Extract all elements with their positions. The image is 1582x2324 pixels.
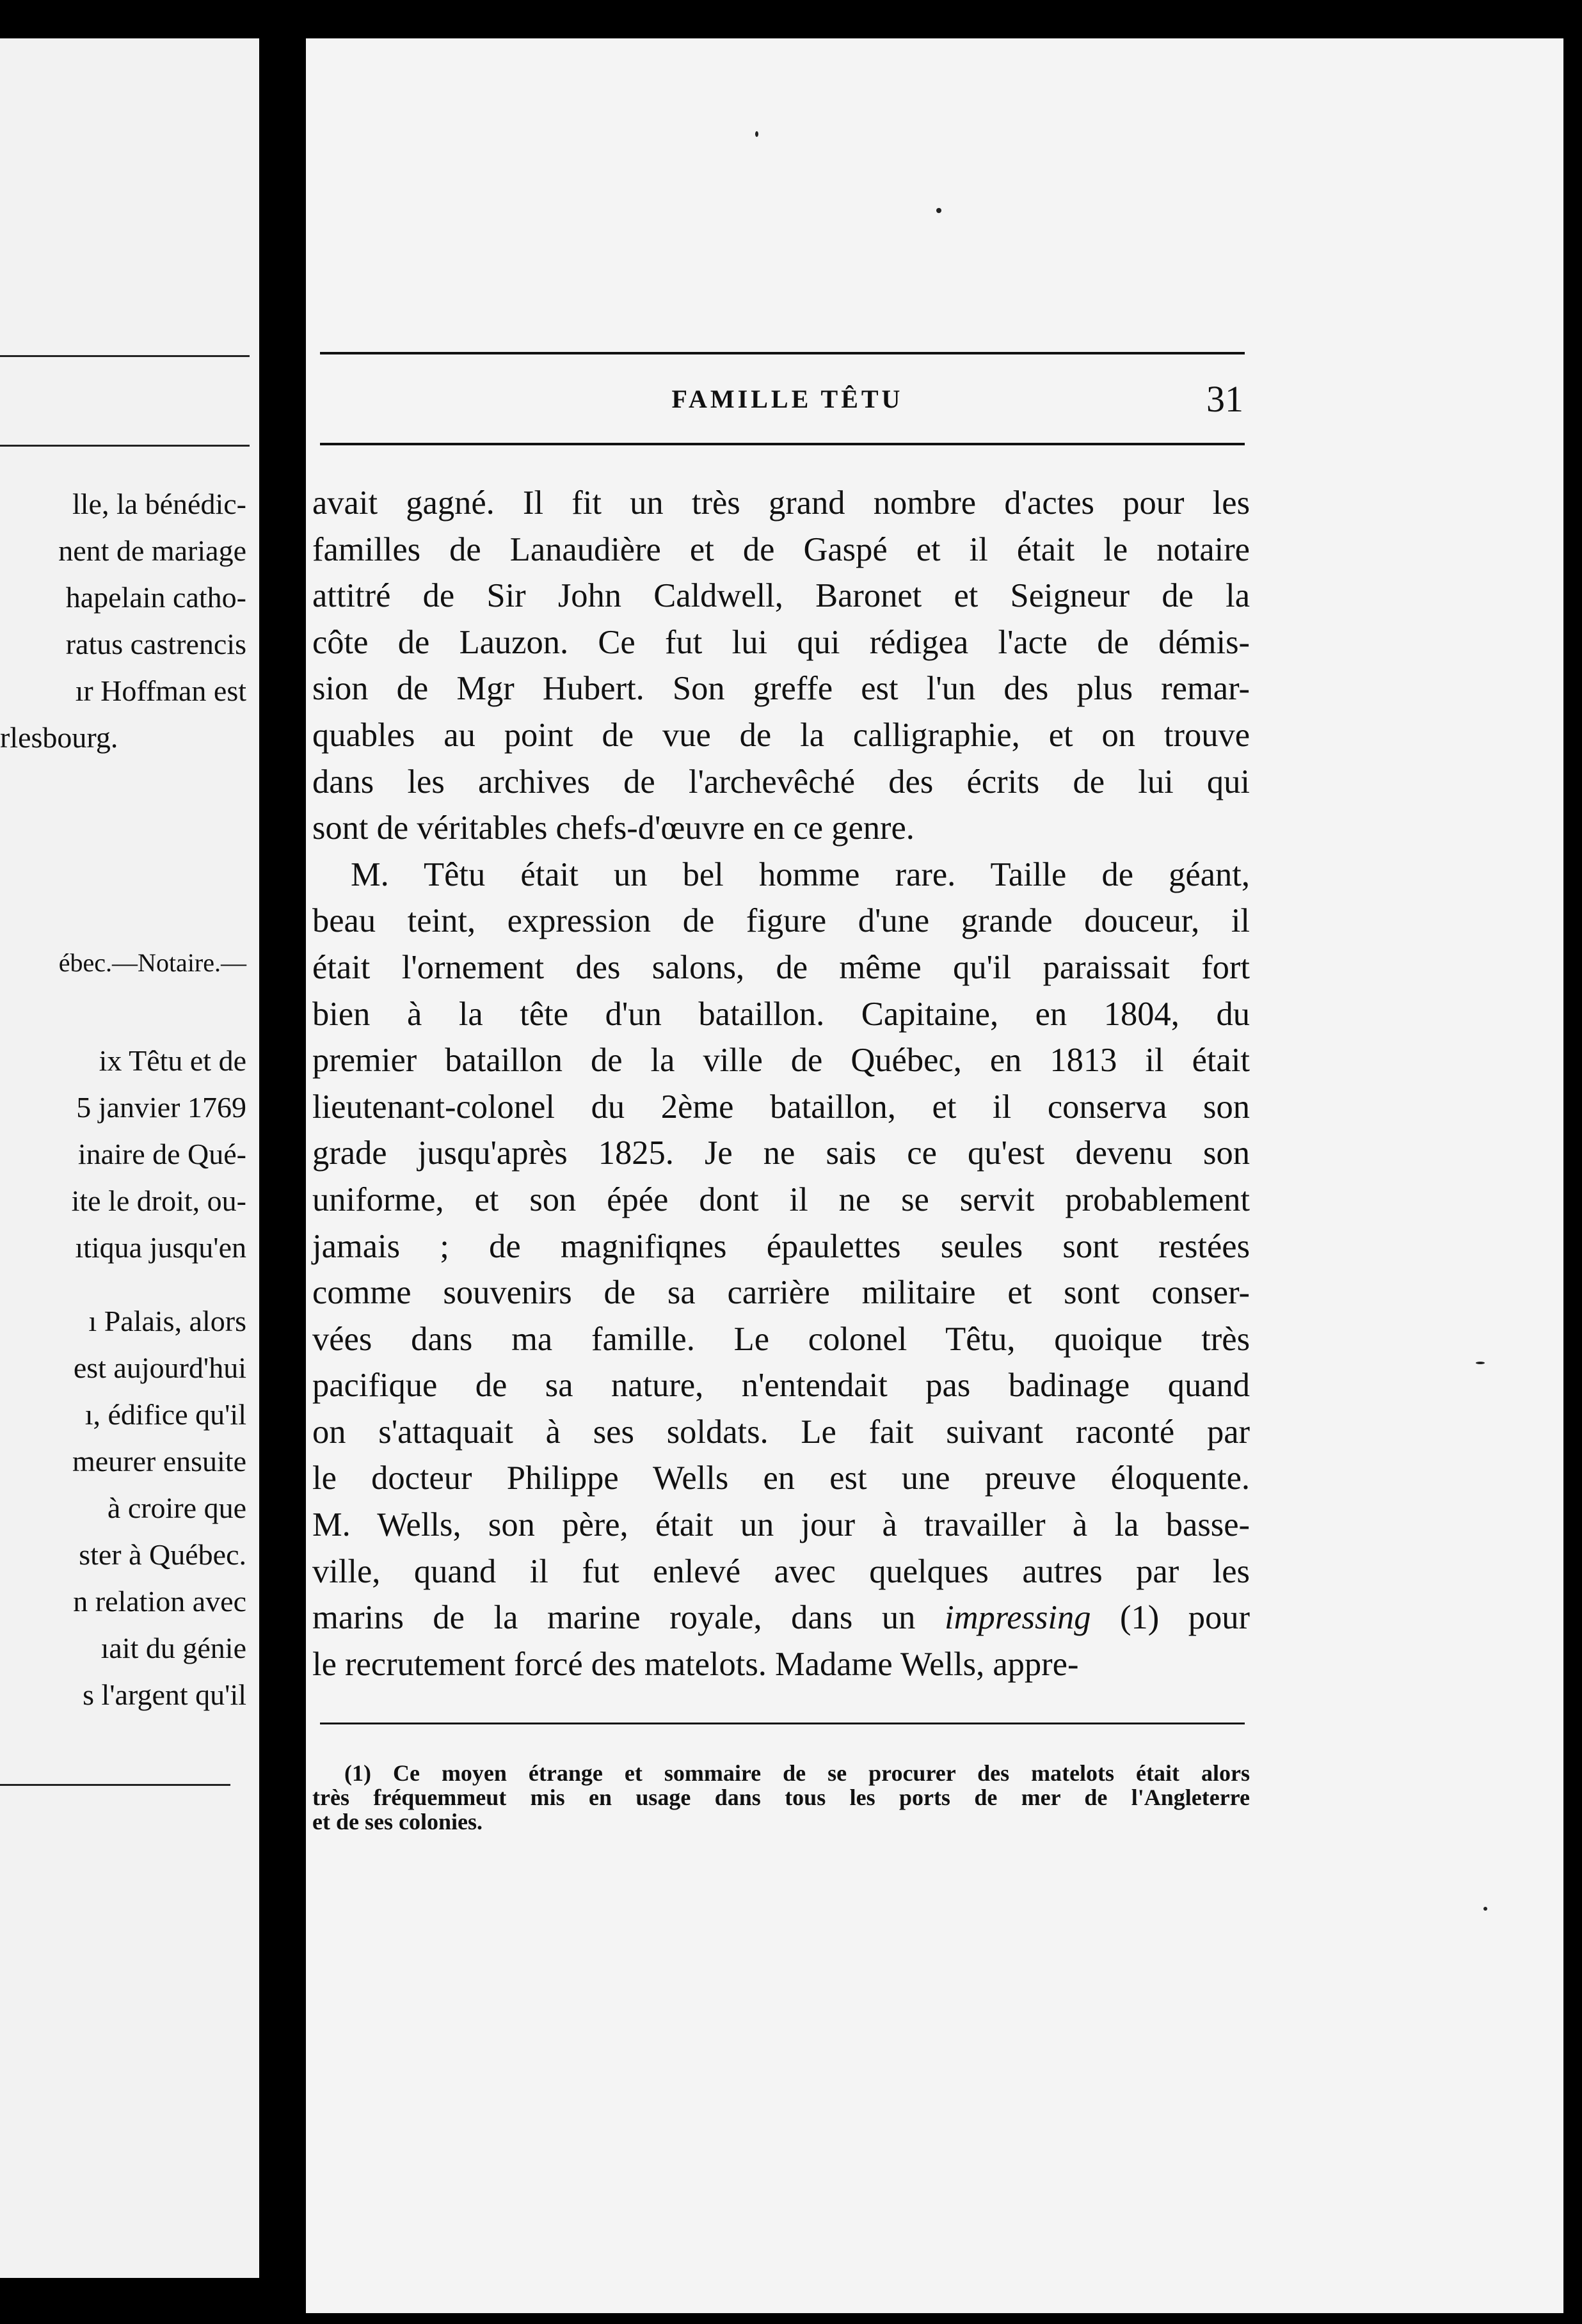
text-line: M. Têtu était un bel homme rare. Taille de géant,: [351, 856, 1250, 893]
scan-speck: [936, 208, 941, 213]
text-line: uniforme, et son épée dont il ne se servit probablement: [312, 1181, 1250, 1218]
footnote-rule: [320, 1723, 1245, 1724]
text-line: pacifique de sa nature, n'entendait pas badinage quand: [312, 1367, 1250, 1405]
text-line: avait gagné. Il fit un très grand nombre d'actes pour les: [312, 484, 1250, 521]
text-line: côte de Lauzon. Ce fut lui qui rédigea l'acte de démis-: [312, 623, 1250, 661]
text-line: vées dans ma famille. Le colonel Têtu, quoique très: [312, 1320, 1250, 1358]
previous-page-line: ite le droit, ou-: [71, 1184, 246, 1217]
text-line: le recrutement forcé des matelots. Madame Wells, appre-: [312, 1645, 1079, 1683]
text-line: le docteur Philippe Wells en est une preuve éloquente.: [312, 1460, 1250, 1497]
text-line: grade jusqu'après 1825. Je ne sais ce qu'est devenu son: [312, 1134, 1250, 1172]
previous-page-line: ratus castrencis: [65, 628, 246, 660]
footnote: [312, 1761, 1250, 1834]
text-line: ville, quand il fut enlevé avec quelques autres par les: [312, 1552, 1250, 1590]
footnote-line: très fréquemmeut mis en usage dans tous les ports de mer de l'Angleterre: [312, 1785, 1250, 1810]
footnote-line: et de ses colonies.: [312, 1809, 483, 1835]
text-line: attitré de Sir John Caldwell, Baronet et Seigneur de la: [312, 577, 1250, 615]
previous-page-line: s l'argent qu'il: [83, 1678, 246, 1711]
scan-speck: [755, 131, 758, 137]
header-top-rule: [320, 352, 1245, 354]
previous-page-rule: [0, 445, 250, 447]
footnote-line: (1) Ce moyen étrange et sommaire de se procurer des matelots était alors: [344, 1760, 1250, 1786]
previous-page-line: ır Hoffman est: [75, 674, 246, 707]
previous-page-line: inaire de Qué-: [77, 1138, 246, 1170]
previous-page-line: hapelain catho-: [65, 581, 246, 614]
previous-page-line: n relation avec: [73, 1585, 246, 1618]
text-line: comme souvenirs de sa carrière militaire et sont conser-: [312, 1274, 1250, 1312]
running-title: FAMILLE TÊTU: [671, 385, 904, 413]
running-header: [325, 378, 1250, 422]
text-line: sion de Mgr Hubert. Son greffe est l'un des plus remar-: [312, 670, 1250, 708]
previous-page-line: nent de mariage: [58, 534, 246, 567]
previous-page-line: ix Têtu et de: [99, 1044, 246, 1077]
text-line: jamais ; de magnifiqnes épaulettes seules sont restées: [312, 1227, 1250, 1265]
page-number: 31: [1206, 378, 1243, 420]
footnote-reference: (1) pour: [1120, 1599, 1250, 1637]
previous-page-line: rlesbourg.: [0, 721, 118, 754]
previous-page-line: ı Palais, alors: [88, 1305, 246, 1337]
previous-page-line: meurer ensuite: [72, 1445, 246, 1477]
previous-page-line: lle, la bénédic-: [72, 488, 246, 520]
text-line: lieutenant-colonel du 2ème bataillon, et il conserva son: [312, 1088, 1250, 1126]
previous-page-rule: [0, 355, 250, 357]
previous-page-line: ı, édifice qu'il: [84, 1398, 246, 1431]
text-line: beau teint, expression de figure d'une grande douceur, il: [312, 902, 1250, 940]
text-line: on s'attaquait à ses soldats. Le fait suivant raconté par: [312, 1413, 1250, 1451]
text-line: M. Wells, son père, était un jour à travailler à la basse-: [312, 1506, 1250, 1544]
text-line: dans les archives de l'archevêché des écrits de lui qui: [312, 763, 1250, 800]
previous-page-line: ébec.—Notaire.—: [58, 948, 246, 977]
previous-page-line: ıait du génie: [100, 1632, 246, 1664]
text-line: bien à la tête d'un bataillon. Capitaine, en 1804, du: [312, 995, 1250, 1033]
text-segment: marins de la marine royale, dans un: [312, 1599, 916, 1637]
body-text: [312, 480, 1250, 1687]
book-page: [306, 38, 1563, 2313]
text-line: [312, 1595, 1250, 1641]
previous-page-rule: [0, 1784, 230, 1786]
previous-page-line: est aujourd'hui: [73, 1351, 246, 1384]
header-bottom-rule: [320, 443, 1245, 445]
previous-page-line: 5 janvier 1769: [76, 1091, 246, 1124]
italic-term: impressing: [944, 1599, 1091, 1637]
text-line: sont de véritables chefs-d'œuvre en ce genre.: [312, 809, 915, 847]
text-line: quables au point de vue de la calligraphie, et on trouve: [312, 716, 1250, 754]
previous-page-line: à croire que: [107, 1492, 246, 1524]
previous-page-fragment: [0, 38, 259, 2278]
scan-speck: [1483, 1907, 1487, 1911]
scan-speck: [1476, 1362, 1485, 1364]
previous-page-line: ster à Québec.: [79, 1538, 246, 1571]
previous-page-line: ıtiqua jusqu'en: [75, 1231, 246, 1264]
text-line: familles de Lanaudière et de Gaspé et il était le notaire: [312, 530, 1250, 568]
text-line: était l'ornement des salons, de même qu'il paraissait fort: [312, 948, 1250, 986]
text-line: premier bataillon de la ville de Québec, en 1813 il était: [312, 1042, 1250, 1079]
